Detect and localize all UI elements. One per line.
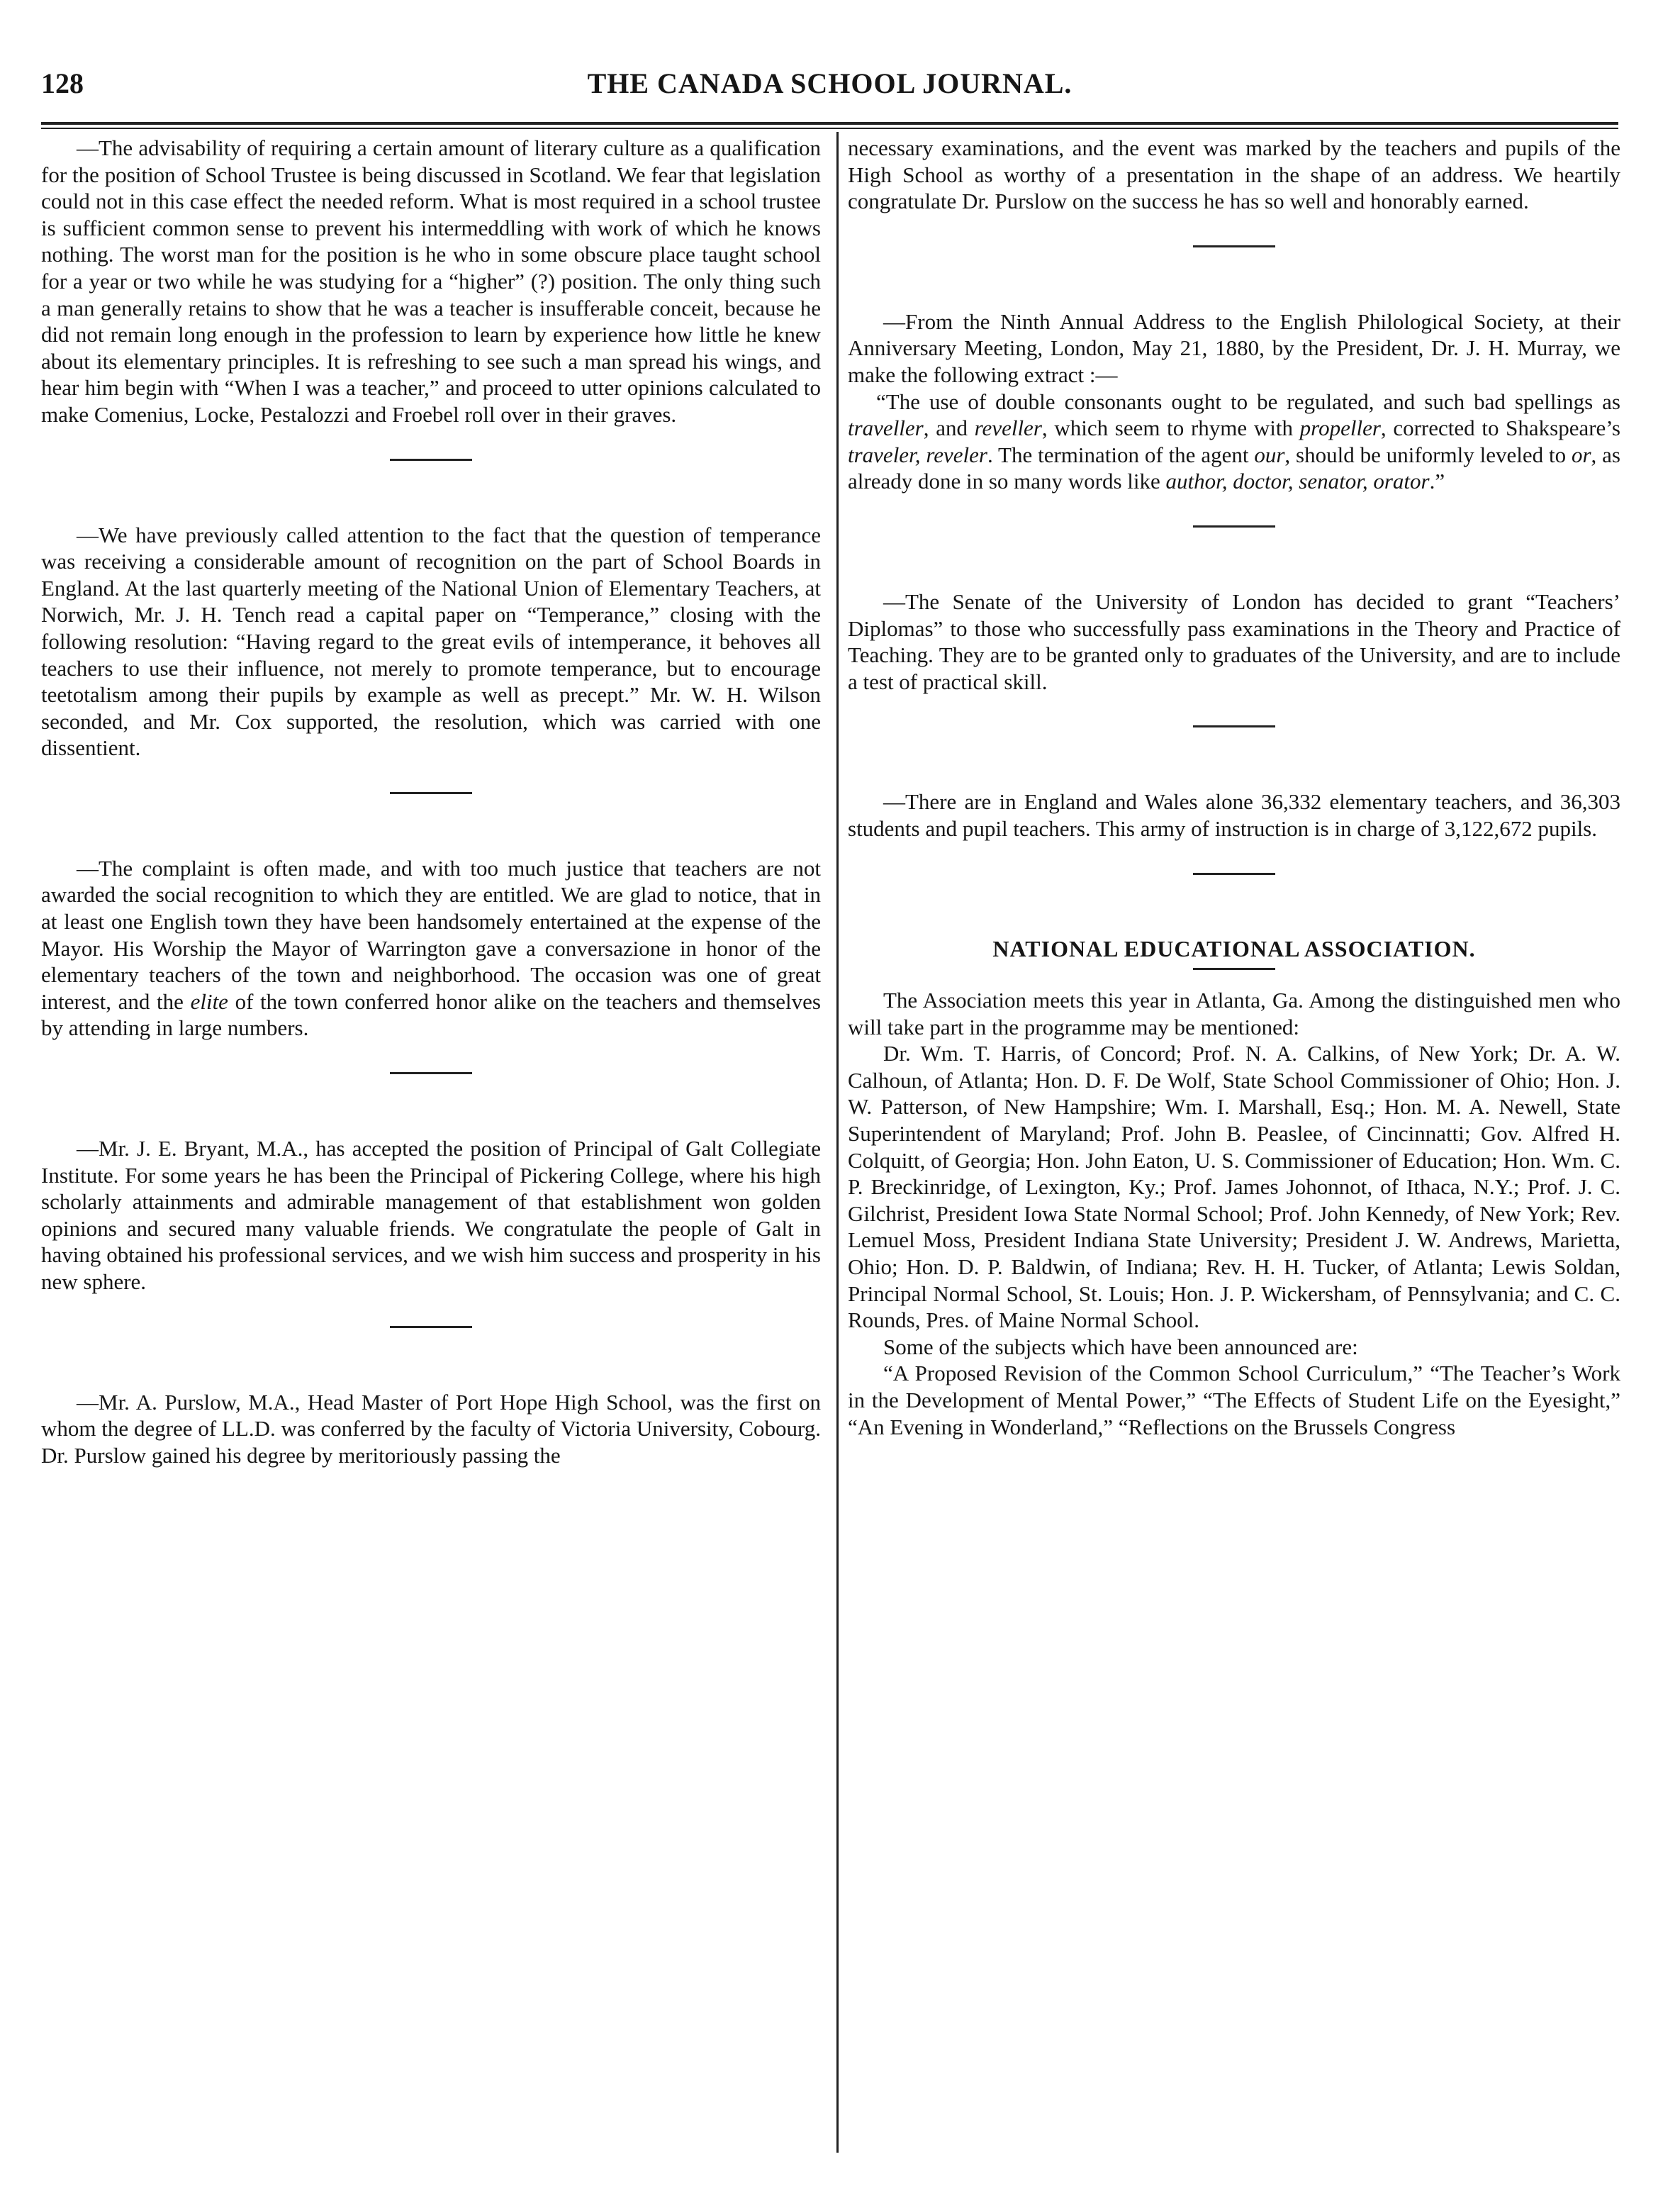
journal-title: THE CANADA SCHOOL JOURNAL. (587, 67, 1073, 99)
section-separator (1193, 873, 1275, 875)
nea-subjects-intro: Some of the subjects which have been announced are: (883, 1334, 1358, 1359)
header-rule (41, 122, 1618, 125)
right-column (848, 135, 1620, 1440)
article-purslow-continued: necessary examinations, and the event was marked by the teachers and pupils of the High School as worthy of a presentation in the shape of an address. We heartily congratulate Dr. Purslow on the success he has so well and honorably earned. (848, 135, 1620, 214)
article-london-university: —The Senate of the University of London has decided to grant “Teachers’ Diplomas” to those who successfully pass examinations in the Theory and Practice of Teaching. They are to be granted only to graduates of the University, and are to include a test of practical skill. (848, 589, 1620, 694)
article-philological-society: —From the Ninth Annual Address to the English Philological Society, at their Anniversary Meeting, London, May 21, 1880, by the President, Dr. J. H. Murray, we make the following extract :— (848, 308, 1620, 387)
section-separator (1193, 245, 1275, 247)
article-temperance: —We have previously called attention to the fact that the question of temperance was receiving a considerable amount of recognition on the part of School Boards in England. At the last quarterly meeting of the National Union of Elementary Teachers, at Norwich, Mr. J. H. Tench read a capital paper on “Temperance,” closing with the following resolution: “Having regard to the great evils of intemperance, it behoves all teachers to use their influence, not merely to promote temperance, but to encourage teetotalism among their pupils by example as well as precept.” Mr. W. H. Wilson seconded, and Mr. Cox supported, the resolution, which was carried with one dissentient. (41, 522, 821, 761)
article-teacher-statistics: —There are in England and Wales alone 36,332 elementary teachers, and 36,303 students and pupil teachers. This army of instruction is in charge of 3,122,672 pupils. (848, 789, 1620, 841)
section-title-nea: NATIONAL EDUCATIONAL ASSOCIATION. (992, 935, 1476, 961)
section-separator (390, 1072, 472, 1074)
section-separator (1193, 525, 1275, 528)
left-column (41, 135, 821, 1468)
section-separator (1193, 725, 1275, 727)
article-bryant: —Mr. J. E. Bryant, M.A., has accepted the position of Principal of Galt Collegiate Institute. For some years he has been the Principal of Pickering College, where his high scholarly attainments and admirable management of that establishment won golden opinions and secured many valuable friends. We congratulate the people of Galt in having obtained his professional services, and we wish him success and prosperity in his new sphere. (41, 1136, 821, 1294)
title-underline (1193, 968, 1275, 970)
article-social-recognition: —The complaint is often made, and with too much justice that teachers are not awarded the social recognition to which they are entitled. We are glad to notice, that in at least one English town they have been handsomely entertained at the expense of the Mayor. His Worship the Mayor of Warrington gave a conversazione in honor of the elementary teachers of the town and neighborhood. The occasion was one of great interest, and the elite of the town conferred honor alike on the teachers and themselves by attending in large numbers. (41, 855, 821, 1041)
column-divider (836, 132, 839, 2153)
page-header (41, 67, 1618, 99)
section-separator (390, 1326, 472, 1328)
article-purslow: —Mr. A. Purslow, M.A., Head Master of Port Hope High School, was the first on whom the degree of LL.D. was conferred by the faculty of Victoria University, Cobourg. Dr. Purslow gained his degree by meritoriously passing the (41, 1389, 821, 1468)
article-school-trustee: —The advisability of requiring a certain amount of literary culture as a qualification for the position of School Trustee is being discussed in Scotland. We fear that legislation could not in this case effect the needed reform. What is most required in a school trustee is sufficient common sense to prevent his intermeddling with work of which he knows nothing. The worst man for the position is he who in some obscure place taught school for a year or two while he was studying for a “higher” (?) position. The only thing such a man generally retains to show that he was a teacher is insufferable conceit, because he did not remain long enough in the profession to learn by experience how little he knew about its elementary principles. It is refreshing to see such a man spread his wings, and hear him begin with “When I was a teacher,” and proceed to utter opinions calculated to make Comenius, Locke, Pestalozzi and Froebel roll over in their graves. (41, 135, 821, 427)
section-separator (390, 792, 472, 794)
nea-intro: The Association meets this year in Atlanta, Ga. Among the distinguished men who will take part in the programme may be mentioned: (848, 988, 1620, 1039)
section-separator (390, 459, 472, 461)
page-number: 128 (41, 67, 84, 99)
philological-quote: “The use of double consonants ought to be regulated, and such bad spellings as traveller, and reveller, which seem to rhyme with propeller, corrected to Shakspeare’s traveler, reveler. The termination of the agent our, should be uniformly leveled to or, as already done in so many words like author, doctor, senator, orator.” (848, 389, 1620, 494)
nea-subjects: “A Proposed Revision of the Common School Curriculum,” “The Teacher’s Work in the Development of Mental Power,” “The Effects of Student Life on the Eyesight,” “An Evening in Wonderland,” “Reflections on the Brussels Congress (848, 1361, 1620, 1439)
header-rule-thin (41, 128, 1618, 129)
nea-speakers: Dr. Wm. T. Harris, of Concord; Prof. N. A. Calkins, of New York; Dr. A. W. Calhoun, of Atlanta; Hon. D. F. De Wolf, State School Commissioner of Ohio; Hon. J. W. Patterson, of New Hampshire; Wm. I. Marshall, Esq.; Hon. M. A. Newell, State Superintendent of Maryland; Prof. John B. Peaslee, of Cincinnatti; Gov. Alfred H. Colquitt, of Georgia; Hon. John Eaton, U. S. Commissioner of Education; Hon. Wm. C. P. Breckinridge, of Lexington, Ky.; Prof. James Johonnot, of Ithaca, N.Y.; Prof. J. C. Gilchrist, President Iowa State Normal School; Prof. John Kennedy, of New York; Rev. Lemuel Moss, President Indiana State University; President J. W. Andrews, Marietta, Ohio; Hon. D. P. Baldwin, of Indiana; Rev. H. H. Tucker, of Atlanta; Lewis Soldan, Principal Normal School, St. Louis; Hon. J. P. Wickersham, of Pennsylvania; and C. C. Rounds, Pres. of Maine Normal School. (848, 1041, 1620, 1333)
